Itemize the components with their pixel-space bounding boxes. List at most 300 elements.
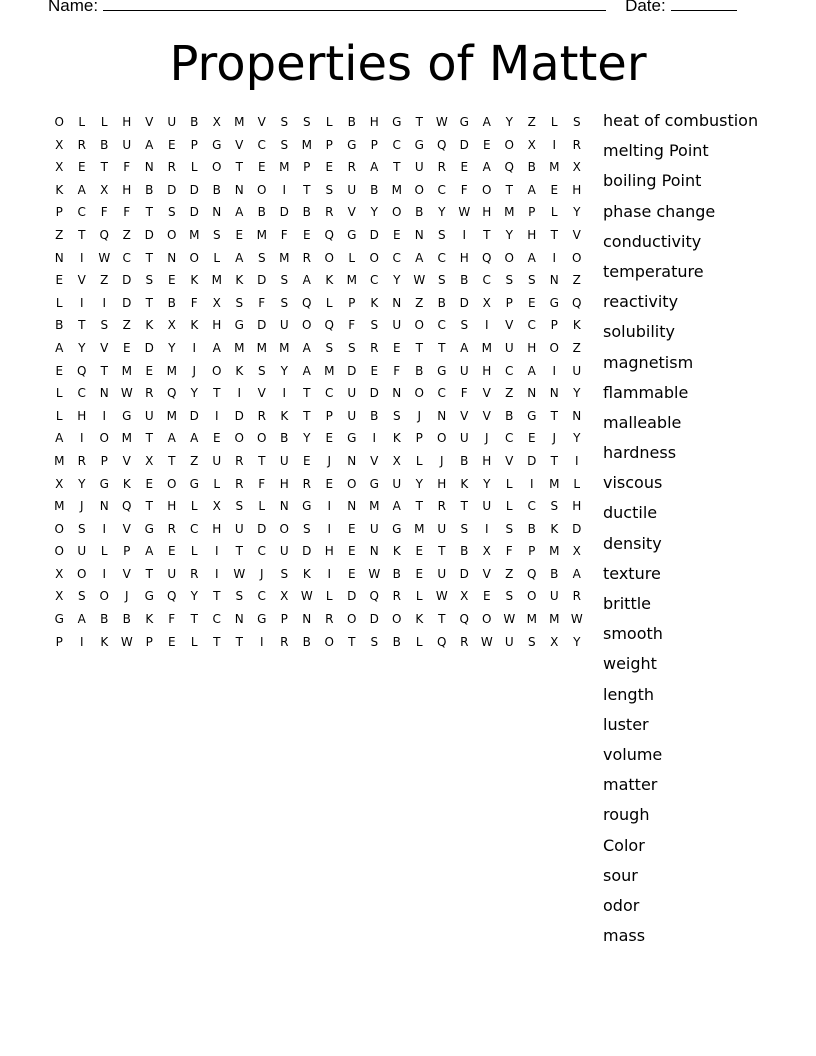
grid-letter[interactable]: D (257, 273, 267, 288)
grid-letter[interactable]: L (573, 476, 581, 491)
grid-letter[interactable]: I (574, 453, 579, 468)
grid-letter[interactable]: W (458, 205, 471, 220)
grid-letter[interactable]: Z (572, 273, 581, 288)
grid-letter[interactable]: V (235, 137, 244, 152)
grid-letter[interactable]: Y (280, 363, 288, 378)
grid-letter[interactable]: X (55, 160, 64, 175)
grid-letter[interactable]: S (77, 589, 86, 604)
grid-letter[interactable]: E (415, 566, 424, 581)
grid-letter[interactable]: F (505, 544, 513, 559)
grid-letter[interactable]: B (415, 363, 424, 378)
grid-letter[interactable]: I (192, 340, 197, 355)
grid-letter[interactable]: I (237, 386, 242, 401)
grid-letter[interactable]: U (167, 566, 177, 581)
grid-letter[interactable]: M (189, 227, 200, 242)
grid-letter[interactable]: O (54, 115, 64, 129)
grid-letter[interactable]: O (279, 521, 289, 536)
grid-letter[interactable]: G (459, 115, 469, 129)
grid-letter[interactable]: W (368, 566, 381, 581)
grid-letter[interactable]: Q (77, 363, 87, 378)
grid-letter[interactable]: A (212, 340, 221, 355)
grid-letter[interactable]: E (325, 431, 334, 446)
grid-letter[interactable]: F (460, 386, 468, 401)
grid-letter[interactable]: Z (572, 340, 581, 355)
grid-letter[interactable]: H (437, 476, 447, 491)
grid-letter[interactable]: M (279, 340, 290, 355)
grid-letter[interactable]: W (503, 612, 516, 627)
grid-letter[interactable]: W (480, 634, 493, 649)
grid-letter[interactable]: L (190, 544, 198, 559)
grid-letter[interactable]: H (572, 499, 582, 514)
grid-letter[interactable]: H (482, 205, 492, 220)
grid-letter[interactable]: J (192, 363, 197, 378)
grid-letter[interactable]: F (168, 612, 176, 627)
grid-letter[interactable]: E (325, 476, 334, 491)
grid-letter[interactable]: H (122, 182, 132, 197)
grid-letter[interactable]: D (122, 295, 132, 310)
grid-letter[interactable]: M (549, 160, 560, 175)
grid-letter[interactable]: U (212, 453, 222, 468)
grid-letter[interactable]: G (234, 318, 244, 333)
grid-letter[interactable]: C (437, 250, 446, 265)
grid-letter[interactable]: K (370, 295, 379, 310)
grid-letter[interactable]: S (370, 634, 379, 649)
grid-letter[interactable]: U (572, 363, 582, 378)
grid-letter[interactable]: H (212, 521, 222, 536)
grid-letter[interactable]: G (189, 476, 199, 491)
grid-letter[interactable]: W (435, 589, 448, 604)
grid-letter[interactable]: X (55, 476, 64, 491)
grid-letter[interactable]: T (213, 386, 221, 401)
grid-letter[interactable]: Y (438, 205, 446, 220)
grid-letter[interactable]: L (325, 589, 333, 604)
grid-letter[interactable]: P (100, 453, 108, 468)
grid-letter[interactable]: Z (122, 318, 131, 333)
grid-letter[interactable]: C (370, 273, 379, 288)
grid-letter[interactable]: H (369, 115, 379, 129)
grid-letter[interactable]: E (167, 634, 176, 649)
grid-letter[interactable]: Q (324, 318, 334, 333)
grid-letter[interactable]: Q (302, 295, 312, 310)
grid-letter[interactable]: R (437, 499, 446, 514)
grid-letter[interactable]: T (100, 363, 108, 378)
grid-letter[interactable]: H (122, 115, 132, 129)
grid-letter[interactable]: O (482, 612, 492, 627)
grid-letter[interactable]: C (392, 250, 401, 265)
grid-letter[interactable]: H (459, 250, 469, 265)
grid-letter[interactable]: Z (415, 295, 424, 310)
grid-letter[interactable]: K (392, 544, 401, 559)
grid-letter[interactable]: S (505, 521, 514, 536)
grid-letter[interactable]: D (369, 612, 379, 627)
grid-letter[interactable]: O (414, 182, 424, 197)
grid-letter[interactable]: I (214, 544, 219, 559)
grid-letter[interactable]: O (572, 250, 582, 265)
grid-letter[interactable]: S (460, 521, 469, 536)
date-blank[interactable] (671, 0, 737, 11)
grid-letter[interactable]: X (212, 115, 221, 129)
grid-letter[interactable]: E (167, 544, 176, 559)
grid-letter[interactable]: A (302, 340, 311, 355)
grid-letter[interactable]: W (435, 115, 448, 129)
grid-letter[interactable]: I (282, 386, 287, 401)
grid-letter[interactable]: F (190, 295, 198, 310)
grid-letter[interactable]: L (550, 115, 558, 129)
grid-letter[interactable]: E (302, 453, 311, 468)
grid-letter[interactable]: F (460, 182, 468, 197)
grid-letter[interactable]: H (212, 318, 222, 333)
grid-letter[interactable]: M (549, 544, 560, 559)
grid-letter[interactable]: N (527, 386, 537, 401)
grid-letter[interactable]: Q (572, 295, 582, 310)
grid-letter[interactable]: N (369, 544, 379, 559)
grid-letter[interactable]: B (100, 137, 109, 152)
grid-letter[interactable]: A (55, 340, 64, 355)
grid-letter[interactable]: O (324, 634, 334, 649)
grid-letter[interactable]: Y (573, 205, 581, 220)
grid-letter[interactable]: E (302, 227, 311, 242)
grid-letter[interactable]: K (460, 476, 469, 491)
grid-letter[interactable]: Y (483, 476, 491, 491)
grid-letter[interactable]: V (257, 115, 266, 129)
grid-letter[interactable]: D (572, 521, 582, 536)
grid-letter[interactable]: M (549, 476, 560, 491)
grid-letter[interactable]: R (235, 476, 244, 491)
grid-letter[interactable]: O (99, 589, 109, 604)
grid-letter[interactable]: F (258, 295, 266, 310)
grid-letter[interactable]: C (527, 318, 536, 333)
grid-letter[interactable]: S (572, 115, 581, 129)
grid-letter[interactable]: F (123, 160, 131, 175)
grid-letter[interactable]: G (369, 476, 379, 491)
grid-letter[interactable]: M (526, 612, 537, 627)
grid-letter[interactable]: S (527, 634, 536, 649)
grid-letter[interactable]: I (552, 363, 557, 378)
grid-letter[interactable]: B (437, 295, 446, 310)
grid-letter[interactable]: O (504, 137, 514, 152)
grid-letter[interactable]: I (79, 634, 84, 649)
grid-letter[interactable]: P (280, 612, 288, 627)
grid-letter[interactable]: F (393, 363, 401, 378)
grid-letter[interactable]: H (572, 182, 582, 197)
grid-letter[interactable]: R (325, 205, 334, 220)
grid-letter[interactable]: E (257, 160, 266, 175)
grid-letter[interactable]: O (504, 250, 514, 265)
grid-letter[interactable]: B (145, 182, 154, 197)
grid-letter[interactable]: G (437, 363, 447, 378)
grid-letter[interactable]: S (235, 589, 244, 604)
grid-letter[interactable]: S (280, 273, 289, 288)
grid-letter[interactable]: S (100, 318, 109, 333)
grid-letter[interactable]: K (100, 634, 109, 649)
grid-letter[interactable]: B (505, 408, 514, 423)
grid-letter[interactable]: P (550, 318, 558, 333)
grid-letter[interactable]: A (77, 612, 86, 627)
grid-letter[interactable]: A (145, 544, 154, 559)
grid-letter[interactable]: N (54, 250, 64, 265)
grid-letter[interactable]: T (348, 634, 356, 649)
grid-letter[interactable]: E (212, 431, 221, 446)
grid-letter[interactable]: T (190, 612, 198, 627)
grid-letter[interactable]: A (482, 160, 491, 175)
grid-letter[interactable]: Y (573, 386, 581, 401)
grid-letter[interactable]: E (370, 363, 379, 378)
grid-letter[interactable]: W (98, 250, 111, 265)
grid-letter[interactable]: V (460, 408, 469, 423)
grid-letter[interactable]: D (189, 205, 199, 220)
grid-letter[interactable]: O (54, 521, 64, 536)
grid-letter[interactable]: H (279, 476, 289, 491)
grid-letter[interactable]: V (122, 521, 131, 536)
grid-letter[interactable]: S (325, 182, 334, 197)
grid-letter[interactable]: S (77, 521, 86, 536)
grid-letter[interactable]: G (527, 408, 537, 423)
grid-letter[interactable]: P (55, 205, 63, 220)
grid-letter[interactable]: X (55, 566, 64, 581)
grid-letter[interactable]: O (369, 250, 379, 265)
grid-letter[interactable]: K (392, 431, 401, 446)
grid-letter[interactable]: C (437, 318, 446, 333)
grid-letter[interactable]: G (99, 476, 109, 491)
grid-letter[interactable]: B (280, 431, 289, 446)
grid-letter[interactable]: T (213, 634, 221, 649)
grid-letter[interactable]: P (348, 295, 356, 310)
grid-letter[interactable]: K (325, 273, 334, 288)
grid-letter[interactable]: L (55, 295, 63, 310)
grid-letter[interactable]: X (100, 182, 109, 197)
grid-letter[interactable]: J (259, 566, 264, 581)
grid-letter[interactable]: P (370, 137, 378, 152)
grid-letter[interactable]: N (549, 386, 559, 401)
grid-letter[interactable]: E (122, 340, 131, 355)
grid-letter[interactable]: H (324, 544, 334, 559)
grid-letter[interactable]: N (392, 386, 402, 401)
grid-letter[interactable]: B (392, 566, 401, 581)
grid-letter[interactable]: I (79, 295, 84, 310)
grid-letter[interactable]: E (392, 227, 401, 242)
grid-letter[interactable]: U (144, 408, 154, 423)
grid-letter[interactable]: V (122, 453, 131, 468)
grid-letter[interactable]: U (392, 476, 402, 491)
grid-letter[interactable]: G (549, 295, 559, 310)
grid-letter[interactable]: B (460, 453, 469, 468)
grid-letter[interactable]: E (235, 227, 244, 242)
grid-letter[interactable]: T (303, 408, 311, 423)
grid-letter[interactable]: X (460, 589, 469, 604)
name-blank[interactable] (103, 0, 606, 11)
grid-letter[interactable]: R (302, 476, 311, 491)
grid-letter[interactable]: I (327, 566, 332, 581)
grid-letter[interactable]: E (55, 363, 64, 378)
grid-letter[interactable]: L (55, 408, 63, 423)
grid-letter[interactable]: H (527, 227, 537, 242)
grid-letter[interactable]: F (280, 227, 288, 242)
grid-letter[interactable]: L (505, 476, 513, 491)
grid-letter[interactable]: O (77, 566, 87, 581)
grid-letter[interactable]: Z (505, 386, 514, 401)
grid-letter[interactable]: Y (78, 340, 86, 355)
grid-letter[interactable]: Q (437, 634, 447, 649)
grid-letter[interactable]: M (279, 160, 290, 175)
grid-letter[interactable]: L (415, 453, 423, 468)
grid-letter[interactable]: D (347, 589, 357, 604)
grid-letter[interactable]: G (347, 137, 357, 152)
grid-letter[interactable]: J (124, 589, 129, 604)
grid-letter[interactable]: Q (324, 227, 334, 242)
grid-letter[interactable]: J (417, 408, 422, 423)
grid-letter[interactable]: G (347, 431, 357, 446)
grid-letter[interactable]: S (280, 566, 289, 581)
grid-letter[interactable]: L (550, 205, 558, 220)
grid-letter[interactable]: O (257, 431, 267, 446)
grid-letter[interactable]: D (144, 340, 154, 355)
grid-letter[interactable]: P (55, 634, 63, 649)
grid-letter[interactable]: N (99, 386, 109, 401)
grid-letter[interactable]: N (167, 250, 177, 265)
grid-letter[interactable]: A (392, 499, 401, 514)
grid-letter[interactable]: U (504, 340, 514, 355)
grid-letter[interactable]: U (347, 386, 357, 401)
grid-letter[interactable]: T (550, 453, 558, 468)
grid-letter[interactable]: T (235, 544, 243, 559)
grid-letter[interactable]: V (145, 115, 154, 129)
grid-letter[interactable]: C (527, 499, 536, 514)
grid-letter[interactable]: I (484, 521, 489, 536)
grid-letter[interactable]: S (460, 318, 469, 333)
grid-letter[interactable]: Q (369, 589, 379, 604)
grid-letter[interactable]: F (258, 476, 266, 491)
grid-letter[interactable]: B (550, 566, 559, 581)
grid-letter[interactable]: T (258, 453, 266, 468)
grid-letter[interactable]: B (212, 182, 221, 197)
grid-letter[interactable]: A (145, 137, 154, 152)
grid-letter[interactable]: K (302, 566, 311, 581)
grid-letter[interactable]: I (102, 295, 107, 310)
grid-letter[interactable]: K (550, 521, 559, 536)
grid-letter[interactable]: X (212, 499, 221, 514)
grid-letter[interactable]: S (505, 589, 514, 604)
grid-letter[interactable]: S (167, 205, 176, 220)
grid-letter[interactable]: U (122, 137, 132, 152)
grid-letter[interactable]: N (414, 227, 424, 242)
grid-letter[interactable]: A (527, 250, 536, 265)
grid-letter[interactable]: V (505, 318, 514, 333)
grid-letter[interactable]: C (77, 386, 86, 401)
grid-letter[interactable]: X (55, 137, 64, 152)
grid-letter[interactable]: M (369, 499, 380, 514)
grid-letter[interactable]: Z (505, 566, 514, 581)
grid-letter[interactable]: N (99, 499, 109, 514)
grid-letter[interactable]: T (145, 250, 153, 265)
grid-letter[interactable]: A (572, 566, 581, 581)
grid-letter[interactable]: X (527, 137, 536, 152)
grid-letter[interactable]: B (55, 318, 64, 333)
grid-letter[interactable]: B (122, 612, 131, 627)
grid-letter[interactable]: B (392, 634, 401, 649)
grid-letter[interactable]: R (392, 589, 401, 604)
grid-letter[interactable]: K (415, 612, 424, 627)
grid-letter[interactable]: M (121, 431, 132, 446)
grid-letter[interactable]: I (552, 250, 557, 265)
grid-letter[interactable]: T (145, 431, 153, 446)
grid-letter[interactable]: L (100, 115, 108, 129)
grid-letter[interactable]: M (54, 453, 65, 468)
grid-letter[interactable]: T (303, 182, 311, 197)
grid-letter[interactable]: B (527, 160, 536, 175)
grid-letter[interactable]: B (415, 205, 424, 220)
grid-letter[interactable]: K (190, 273, 199, 288)
grid-letter[interactable]: Q (122, 499, 132, 514)
grid-letter[interactable]: E (550, 182, 559, 197)
grid-letter[interactable]: R (280, 634, 289, 649)
grid-letter[interactable]: E (167, 273, 176, 288)
grid-letter[interactable]: M (166, 363, 177, 378)
grid-letter[interactable]: A (302, 363, 311, 378)
grid-letter[interactable]: L (258, 499, 266, 514)
grid-letter[interactable]: S (257, 363, 266, 378)
grid-letter[interactable]: E (77, 160, 86, 175)
grid-letter[interactable]: I (327, 499, 332, 514)
grid-letter[interactable]: S (302, 115, 311, 129)
grid-letter[interactable]: Q (527, 566, 537, 581)
grid-letter[interactable]: P (528, 544, 536, 559)
grid-letter[interactable]: K (145, 612, 154, 627)
grid-letter[interactable]: L (325, 115, 333, 129)
grid-letter[interactable]: A (482, 115, 491, 129)
grid-letter[interactable]: L (190, 634, 198, 649)
grid-letter[interactable]: O (99, 431, 109, 446)
grid-letter[interactable]: X (167, 318, 176, 333)
grid-letter[interactable]: X (482, 544, 491, 559)
grid-letter[interactable]: O (549, 340, 559, 355)
grid-letter[interactable]: X (392, 453, 401, 468)
grid-letter[interactable]: N (572, 408, 582, 423)
grid-letter[interactable]: R (235, 453, 244, 468)
grid-letter[interactable]: I (462, 227, 467, 242)
grid-letter[interactable]: N (279, 499, 289, 514)
grid-letter[interactable]: C (190, 521, 199, 536)
grid-letter[interactable]: O (212, 160, 222, 175)
grid-letter[interactable]: S (302, 521, 311, 536)
grid-letter[interactable]: A (527, 182, 536, 197)
grid-letter[interactable]: Y (573, 634, 581, 649)
grid-letter[interactable]: V (257, 386, 266, 401)
grid-letter[interactable]: E (460, 160, 469, 175)
grid-letter[interactable]: C (505, 431, 514, 446)
grid-letter[interactable]: Y (573, 431, 581, 446)
grid-letter[interactable]: B (257, 205, 266, 220)
grid-letter[interactable]: O (324, 250, 334, 265)
grid-letter[interactable]: T (438, 544, 446, 559)
grid-letter[interactable]: T (235, 634, 243, 649)
grid-letter[interactable]: R (437, 160, 446, 175)
grid-letter[interactable]: I (79, 431, 84, 446)
grid-letter[interactable]: C (437, 386, 446, 401)
grid-letter[interactable]: K (145, 318, 154, 333)
grid-letter[interactable]: I (372, 431, 377, 446)
grid-letter[interactable]: G (392, 521, 402, 536)
grid-letter[interactable]: S (145, 273, 154, 288)
grid-letter[interactable]: O (414, 386, 424, 401)
grid-letter[interactable]: R (325, 612, 334, 627)
grid-letter[interactable]: U (369, 521, 379, 536)
grid-letter[interactable]: S (550, 499, 559, 514)
grid-letter[interactable]: U (347, 408, 357, 423)
grid-letter[interactable]: T (550, 227, 558, 242)
grid-letter[interactable]: H (527, 340, 537, 355)
grid-letter[interactable]: V (370, 453, 379, 468)
grid-letter[interactable]: A (55, 431, 64, 446)
